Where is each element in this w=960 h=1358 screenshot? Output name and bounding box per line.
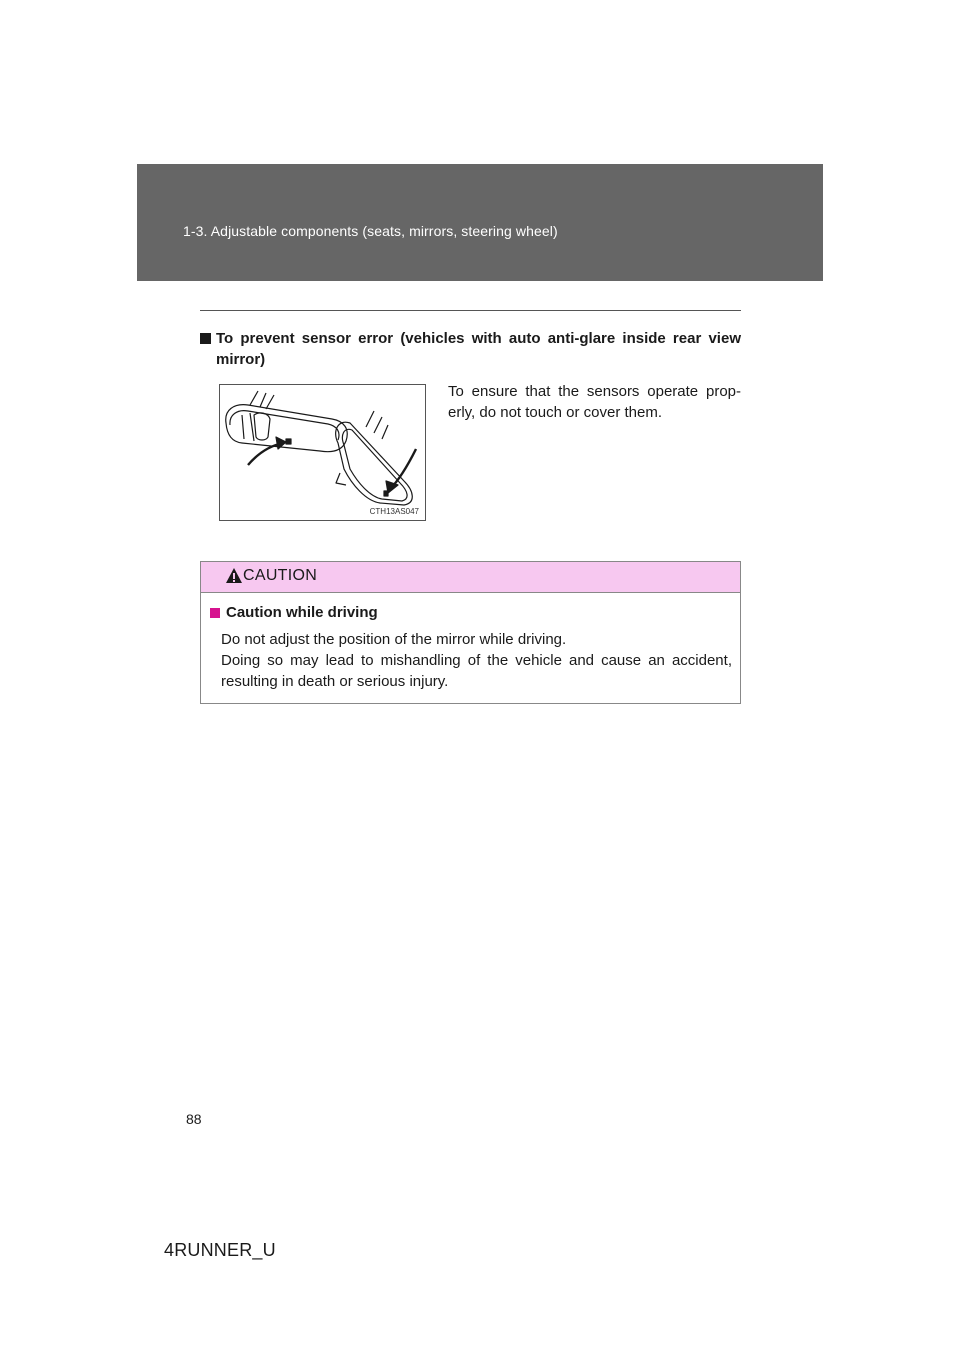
mirror-sensor-illustration <box>219 384 426 521</box>
caution-subheading <box>210 604 378 621</box>
chapter-header-band <box>137 164 823 281</box>
section-heading <box>200 328 741 370</box>
caution-body <box>221 629 732 692</box>
caution-box <box>200 561 741 704</box>
page-number: 88 <box>186 1111 202 1127</box>
model-code: 4RUNNER_U <box>164 1240 276 1260</box>
figure-code-label: CTH13AS047 <box>369 507 419 516</box>
section-heading-text: To prevent sensor error (vehicles with auto anti-glare inside rear view mirror) <box>216 330 741 368</box>
chapter-section-title: 1-3. Adjustable components (seats, mirrors, steering wheel) <box>183 223 558 239</box>
section-divider <box>200 310 741 311</box>
caution-square-bullet-icon <box>210 608 220 618</box>
sensor-instruction-text: To ensure that the sensors operate prop-erly, do not touch or cover them. <box>448 383 741 421</box>
caution-subheading-text: Caution while driving <box>226 604 378 621</box>
caution-title: CAUTION <box>243 567 318 584</box>
square-bullet-icon <box>200 333 211 344</box>
caution-line-1: Do not adjust the position of the mirror while driving. <box>221 631 567 648</box>
warning-triangle-icon <box>225 567 243 585</box>
caution-header <box>201 562 740 593</box>
mirror-drawing <box>220 385 425 520</box>
caution-line-2: Doing so may lead to mishandling of the vehicle and cause an accident, resulting in death or serious injury. <box>221 652 732 690</box>
